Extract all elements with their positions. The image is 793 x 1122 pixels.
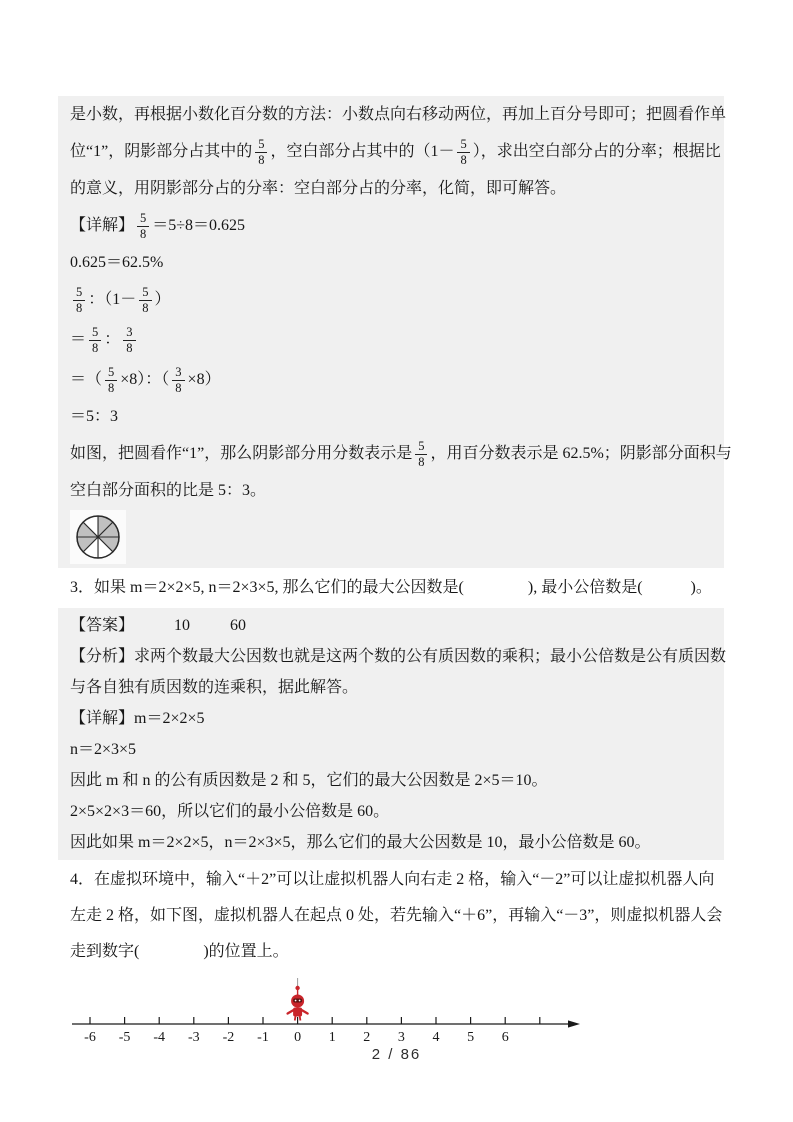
text-line <box>70 172 712 206</box>
text-run: 60 <box>230 616 247 634</box>
text-run: 因此如果 m＝2×2×5，n＝2×3×5，那么它们的最大公因数是 10，最小公倍数是 60。 <box>70 833 651 851</box>
text-run: ） <box>154 291 171 309</box>
text-line <box>70 703 712 734</box>
text-run: 空白部分面积的比是 5：3。 <box>70 482 267 500</box>
text-line <box>70 898 723 934</box>
text-run: 是小数，再根据小数化百分数的方法：小数点向右移动两位，再加上百分号即可；把圆看作单 <box>70 106 727 124</box>
text-run: ＝5÷8＝0.625 <box>152 217 246 235</box>
text-run: 0.625＝62.5% <box>70 254 164 272</box>
fraction: $\frac{5}{8}$ <box>89 325 101 355</box>
text-run: ＝（ <box>70 371 103 389</box>
robot-icon <box>288 978 308 1021</box>
axis-tick-label: -2 <box>222 1030 235 1045</box>
text-run: ），求出空白部分占的分率；根据比 <box>472 143 721 161</box>
axis-tick-label: 6 <box>501 1030 509 1045</box>
text-line <box>70 672 712 703</box>
text-line <box>70 98 727 132</box>
text-run: 【答案】 <box>70 616 135 634</box>
text-run: 10 <box>174 616 191 634</box>
text-run: ×8） <box>187 371 221 389</box>
numberline-figure <box>70 976 712 1051</box>
text-run: ＝5：3 <box>70 408 119 426</box>
text-line <box>70 360 712 400</box>
text-line <box>70 765 712 796</box>
pie-chart-icon <box>74 513 122 561</box>
fraction: $\frac{5}{8}$ <box>137 211 149 241</box>
text-line <box>70 246 712 280</box>
fraction: $\frac{5}{8}$ <box>415 439 427 469</box>
text-run: 4．在虚拟环境中，输入“＋2”可以让虚拟机器人向右走 2 格，输入“－2”可以让虚拟机器人向 <box>70 871 715 889</box>
text-line <box>70 434 732 474</box>
text-line <box>70 734 712 765</box>
text-run: 3．如果 m＝2×2×5, n＝2×3×5, 那么它们的最大公因数是( ), 最小公倍数是( )。 <box>70 579 712 597</box>
axis-tick-label: -5 <box>118 1030 131 1045</box>
text-run: 【分析】求两个数最大公因数也就是这两个数的公有质因数的乘积；最小公倍数是公有质因数 <box>70 647 727 665</box>
text-line <box>70 206 712 246</box>
text-run: 的意义，用阴影部分占的分率：空白部分占的分率，化简，即可解答。 <box>70 180 567 198</box>
axis-tick-label: 2 <box>363 1030 371 1045</box>
text-line <box>70 132 721 172</box>
text-run: 【详解】m＝2×2×5 <box>70 709 205 727</box>
axis-tick-label: 0 <box>294 1030 302 1045</box>
text-run: ，用百分数表示是 62.5%；阴影部分面积与 <box>430 445 732 463</box>
text-run: 与各自独有质因数的连乘积，据此解答。 <box>70 678 359 696</box>
axis-tick-label: -1 <box>257 1030 269 1045</box>
text-run: ，空白部分占其中的（1－ <box>270 143 455 161</box>
text-line <box>70 827 712 858</box>
text-run: 左走 2 格，如下图，虚拟机器人在起点 0 处，若先输入“＋6”，再输入“－3”，则虚拟机器人会 <box>70 907 723 925</box>
fraction: $\frac{3}{8}$ <box>172 365 184 395</box>
text-run: 因此 m 和 n 的公有质因数是 2 和 5，它们的最大公因数是 2×5＝10。 <box>70 771 548 789</box>
text-run: 【详解】 <box>70 217 135 235</box>
axis-tick-label: 4 <box>432 1030 440 1045</box>
fraction: $\frac{5}{8}$ <box>457 137 469 167</box>
axis-tick-label: 5 <box>467 1030 475 1045</box>
section-q3-question <box>58 568 724 608</box>
text-line <box>70 400 712 434</box>
text-run: ：（1－ <box>88 291 137 309</box>
footer-separator: / <box>388 1046 395 1063</box>
footer-total-pages: 86 <box>400 1046 422 1063</box>
text-line <box>70 862 715 898</box>
text-run: 位“1”，阴影部分占其中的 <box>70 143 253 161</box>
fraction: $\frac{5}{8}$ <box>139 285 151 315</box>
fraction: $\frac{5}{8}$ <box>105 365 117 395</box>
document-content <box>58 96 732 1053</box>
text-line <box>70 280 712 320</box>
text-line <box>70 474 712 508</box>
text-run: n＝2×3×5 <box>70 740 137 758</box>
text-line <box>70 934 712 970</box>
fraction: $\frac{5}{8}$ <box>73 285 85 315</box>
text-run: ： <box>104 331 121 349</box>
text-run: ×8）：（ <box>120 371 170 389</box>
footer-current-page: 2 <box>371 1046 383 1063</box>
axis-tick-label: -3 <box>187 1030 200 1045</box>
pie-figure <box>70 510 126 564</box>
axis-tick-label: 3 <box>397 1030 405 1045</box>
fraction: $\frac{5}{8}$ <box>255 137 267 167</box>
text-line <box>70 610 712 641</box>
text-line <box>70 570 712 606</box>
fraction: $\frac{3}{8}$ <box>123 325 135 355</box>
text-line <box>70 320 712 360</box>
section-q2-analysis-and-detail <box>58 96 732 568</box>
section-q4-question <box>58 860 724 1053</box>
text-run: ＝ <box>70 331 87 349</box>
axis-tick-label: -4 <box>153 1030 166 1045</box>
axis-tick-label: 1 <box>328 1030 336 1045</box>
page-footer <box>0 1046 793 1063</box>
text-run: 2×5×2×3＝60，所以它们的最小公倍数是 60。 <box>70 802 390 820</box>
section-q3-answer-analysis-detail <box>58 608 727 860</box>
text-line <box>70 796 712 827</box>
text-run: 如图，把圆看作“1”，那么阴影部分用分数表示是 <box>70 445 413 463</box>
axis-tick-label: -6 <box>84 1030 96 1045</box>
text-run: 走到数字( )的位置上。 <box>70 943 289 961</box>
text-line <box>70 641 727 672</box>
